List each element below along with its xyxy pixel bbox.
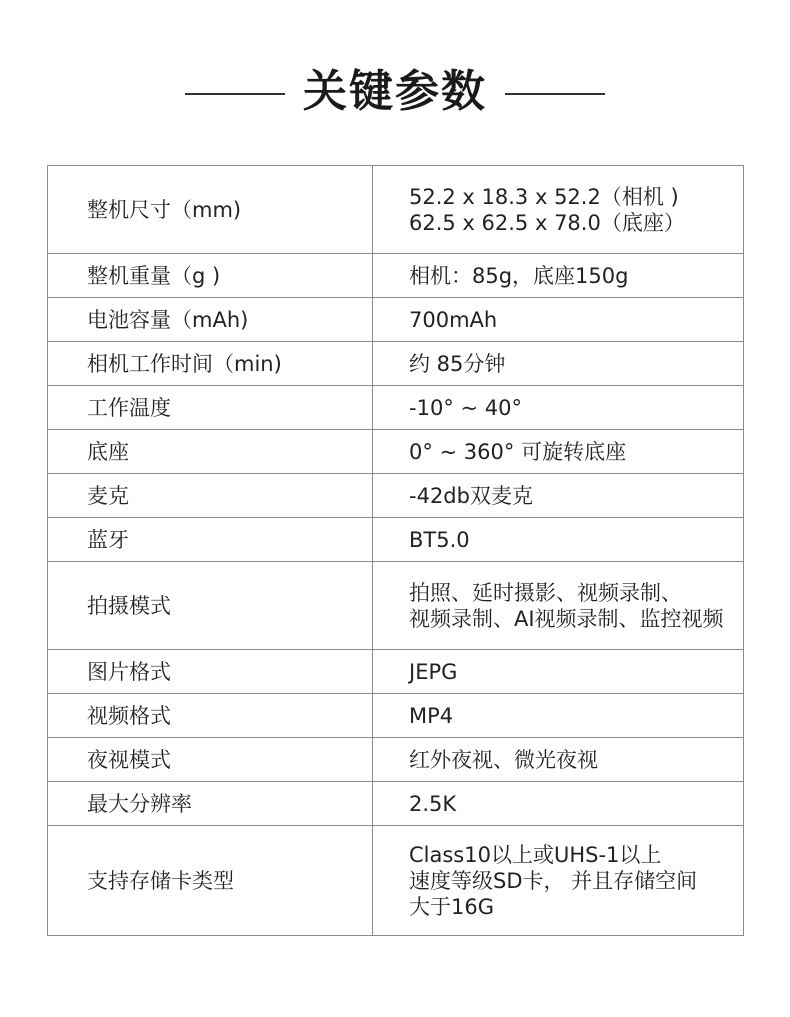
spec-label: 相机工作时间（min): [48, 342, 373, 386]
spec-row-image-format: [48, 650, 744, 694]
spec-row-weight: [48, 254, 744, 298]
spec-label: 底座: [48, 430, 373, 474]
spec-value: [373, 782, 744, 826]
spec-value: [373, 694, 744, 738]
spec-row-shooting-mode: [48, 562, 744, 650]
spec-value: [373, 826, 744, 936]
spec-row-base: [48, 430, 744, 474]
spec-value-line: 52.2 x 18.3 x 52.2（相机 ): [409, 184, 679, 209]
spec-label: 麦克: [48, 474, 373, 518]
spec-value-line: 相机：85g，底座150g: [409, 263, 629, 288]
spec-value-line: 拍照、延时摄影、视频录制、: [409, 580, 682, 605]
spec-value: [373, 166, 744, 254]
section-heading: [0, 62, 790, 122]
spec-label: 拍摄模式: [48, 562, 373, 650]
spec-row-resolution: [48, 782, 744, 826]
spec-value-line: 速度等级SD卡， 并且存储空间: [409, 868, 698, 893]
spec-row-video-format: [48, 694, 744, 738]
spec-value-line: 62.5 x 62.5 x 78.0（底座）: [409, 210, 685, 235]
spec-row-dimensions: [48, 166, 744, 254]
spec-row-temperature: [48, 386, 744, 430]
spec-value-line: 2.5K: [409, 791, 457, 816]
spec-value-line: Class10以上或UHS-1以上: [409, 842, 662, 867]
spec-table: [47, 165, 744, 936]
spec-value-line: -42db双麦克: [409, 483, 533, 508]
spec-value-line: 大于16G: [409, 894, 494, 919]
spec-value: [373, 386, 744, 430]
spec-label: 工作温度: [48, 386, 373, 430]
spec-value: [373, 298, 744, 342]
heading-left-rule: [185, 93, 285, 95]
spec-value-line: 0° ~ 360° 可旋转底座: [409, 439, 627, 464]
spec-value: [373, 254, 744, 298]
spec-value: [373, 562, 744, 650]
spec-value-line: 约 85分钟: [409, 351, 506, 376]
spec-value: [373, 430, 744, 474]
spec-value: [373, 738, 744, 782]
spec-label: 夜视模式: [48, 738, 373, 782]
spec-row-microphone: [48, 474, 744, 518]
spec-value-line: 红外夜视、微光夜视: [409, 747, 598, 772]
spec-row-memory-card: [48, 826, 744, 936]
spec-value-line: 视频录制、AI视频录制、监控视频: [409, 606, 724, 631]
spec-value-line: 700mAh: [409, 307, 498, 332]
spec-value: [373, 342, 744, 386]
spec-label: 电池容量（mAh): [48, 298, 373, 342]
page-title: 关键参数: [303, 66, 487, 117]
spec-label: 整机重量（g ): [48, 254, 373, 298]
spec-value: [373, 518, 744, 562]
spec-value-line: BT5.0: [409, 527, 470, 552]
spec-label: 图片格式: [48, 650, 373, 694]
spec-value: [373, 650, 744, 694]
heading-right-rule: [505, 93, 605, 95]
spec-label: 最大分辨率: [48, 782, 373, 826]
spec-row-bluetooth: [48, 518, 744, 562]
spec-label: 支持存储卡类型: [48, 826, 373, 936]
spec-row-night-vision: [48, 738, 744, 782]
spec-label: 视频格式: [48, 694, 373, 738]
spec-label: 整机尺寸（mm): [48, 166, 373, 254]
spec-row-battery: [48, 298, 744, 342]
spec-value-line: MP4: [409, 703, 454, 728]
spec-value-line: -10° ~ 40°: [409, 395, 522, 420]
spec-value-line: JEPG: [409, 659, 458, 684]
spec-row-working-time: [48, 342, 744, 386]
spec-label: 蓝牙: [48, 518, 373, 562]
spec-value: [373, 474, 744, 518]
